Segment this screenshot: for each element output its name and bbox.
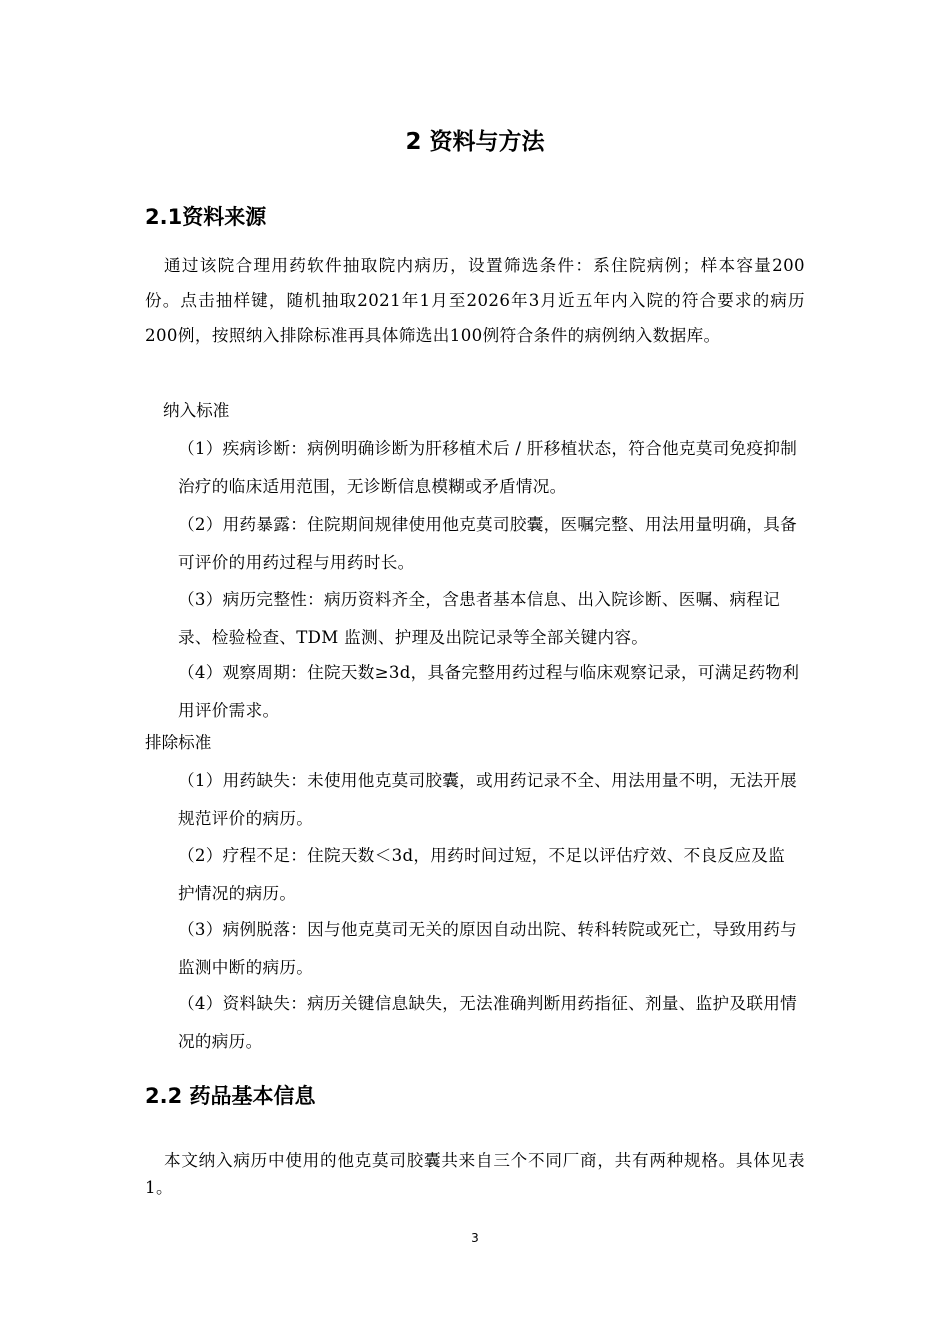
inclusion-criterion-1: （1）疾病诊断：病例明确诊断为肝移植术后 / 肝移植状态，符合他克莫司免疫抑制治疗的临床适用范围，无诊断信息模糊或矛盾情况。 <box>178 439 798 496</box>
inclusion-criterion-2: （2）用药暴露：住院期间规律使用他克莫司胶囊，医嘱完整、用法用量明确，具备可评价的用药过程与用药时长。 <box>178 515 798 572</box>
section-heading-2-2: 2.2 药品基本信息 <box>145 1084 316 1108</box>
inclusion-criterion-3: （3）病历完整性：病历资料齐全，含患者基本信息、出入院诊断、医嘱、病程记录、检验检查、TDM 监测、护理及出院记录等全部关键内容。 <box>178 590 781 647</box>
exclusion-criterion-1: （1）用药缺失：未使用他克莫司胶囊，或用药记录不全、用法用量不明，无法开展规范评价的病历。 <box>178 771 798 828</box>
exclusion-criterion-4: （4）资料缺失：病历关键信息缺失，无法准确判断用药指征、剂量、监护及联用情况的病历。 <box>178 994 798 1051</box>
inclusion-criterion-4: （4）观察周期：住院天数≥3d，具备完整用药过程与临床观察记录，可满足药物利用评价需求。 <box>178 663 800 720</box>
chapter-title: 2 资料与方法 <box>405 129 545 155</box>
data-source-paragraph: 通过该院合理用药软件抽取院内病历，设置筛选条件：系住院病例；样本容量200份。点击抽样键，随机抽取2021年1月至2026年3月近五年内入院的符合要求的病历200例，按照纳入排除标准再具体筛选出100例符合条件的病例纳入数据库。 <box>145 256 805 345</box>
drug-info-paragraph: 本文纳入病历中使用的他克莫司胶囊共来自三个不同厂商，共有两种规格。具体见表 1。 <box>145 1151 805 1197</box>
inclusion-criteria-label: 纳入标准 <box>163 401 230 420</box>
page-number: 3 <box>471 1231 479 1245</box>
exclusion-criterion-3: （3）病例脱落：因与他克莫司无关的原因自动出院、转科转院或死亡，导致用药与监测中断的病历。 <box>178 920 798 977</box>
section-heading-2-1: 2.1资料来源 <box>145 205 267 229</box>
exclusion-criteria-label: 排除标准 <box>145 733 212 752</box>
exclusion-criterion-2: （2）疗程不足：住院天数＜3d，用药时间过短，不足以评估疗效、不良反应及监护情况的病历。 <box>178 846 786 903</box>
